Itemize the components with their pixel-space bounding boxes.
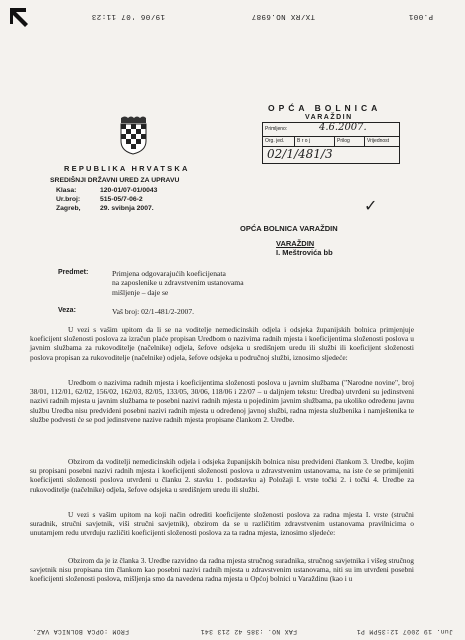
subject-line-1: Primjena odgovarajućih koeficijenata [112, 269, 226, 278]
urbroj-label: Ur.broj: [56, 196, 81, 204]
received-stamp [262, 122, 400, 164]
fax-footer-number: FAX NO. :385 42 213 341 [200, 628, 297, 635]
recipient-city: VARAŽDIN [276, 239, 315, 248]
subject-label: Predmet: [58, 269, 89, 276]
urbroj-value: 515-05/7-06-2 [100, 196, 143, 204]
stamp-received-date: 4.6.2007. [319, 122, 367, 133]
croatian-coat-of-arms-icon [116, 115, 150, 155]
stamp-list-label: B r o j [295, 137, 335, 146]
body-paragraph-4: U vezi s vašim upitom na koji način odrediti koeficijente složenosti poslova za radna mjesta I. vrste (stručni suradnik, stručni savjetnik, viši stručni savjetnik), obzirom da se u različitim zdravstvenim ustanovama pravilnicima o unutarnjem redu utvrđuju različiti koeficijenti složenosti poslova za ta radna mjesta, iznosimo sljedeće: [30, 510, 414, 538]
stamp-received-label: Primljeno: [265, 126, 288, 132]
body-paragraph-1: U vezi s vašim upitom da li se na voditelje nemedicinskih odjela i odsjeka županijskih bolnica primjenjuje koeficijent složenosti poslova za izračun plaće propisan Uredbom o nazivima radnih mjesta i koeficijentima složenosti poslova u javnim službama za rukovoditelje (načelnike) odjela, šefove odsjeka u središnjem uredu ili službi ili koeficijent složenosti poslova propisan za rukovoditelje (načelnike) odjela, šefove odsjeka u područnoj službi, iznosimo sljedeće: [30, 325, 414, 362]
reference-label: Veza: [58, 307, 76, 314]
fax-tx-rx: TX/RX NO.6987 [251, 12, 315, 20]
recipient-street: I. Meštrovića bb [276, 248, 333, 257]
checkmark-icon: ✓ [364, 196, 378, 215]
stamp-attachment-label: Prilog [335, 137, 365, 146]
stamp-number: 02/1/481/3 [267, 147, 333, 161]
fax-page-number: P.001 [408, 12, 433, 20]
hospital-title: OPĆA BOLNICA [268, 103, 382, 113]
fax-footer-from: FROM :OPCA BOLNICA VAZ. [32, 628, 129, 635]
subject-line-3: mišljenje – daje se [112, 287, 169, 297]
fax-corner-arrow-icon [8, 6, 30, 28]
body-paragraph-5: Obzirom da je iz članka 3. Uredbe razvidno da radna mjesta stručnog suradnika, stručnog savjetnika i višeg stručnog savjetnik nisu propisana tim člankom kao posebni nazivi radnih mjesta u zdravstvenim ustanovama, niti su im utvrđeni posebni koeficijenti složenosti poslova, mišljenja smo da navedena radna mjesta u Općoj bolnici u Varaždinu (kao i u [30, 556, 414, 584]
klasa-value: 120-01/07-01/0043 [100, 187, 158, 194]
sender-office: SREDIŠNJI DRŽAVNI URED ZA UPRAVU [50, 177, 180, 184]
recipient-name: OPĆA BOLNICA VARAŽDIN [240, 224, 338, 233]
place-label: Zagreb, [56, 205, 81, 213]
body-paragraph-3: Obzirom da voditelji nemedicinskih odjela i odsjeka županijskih bolnica nisu predviđeni člankom 3. Uredbe, kojim su propisani posebni nazivi radnih mjesta i koeficijenti složenosti poslova u zdravstvenim ustanovama, na iste će se primijeniti koeficijenti složenosti poslova utvrđeni u članku 2. stavku 1. podstavku a) Položaji I. vrste točki 2. i točki 4. Uredbe za rukovoditelje (načelnike) odjela, šefove odsjeka u središnjem uredu ili službi. [30, 457, 414, 494]
subject-text [112, 269, 244, 297]
klasa-label: Klasa: [56, 187, 77, 194]
fax-transmission-footer [0, 623, 465, 635]
fax-datetime: 19/06 '07 11:23 [91, 12, 165, 20]
subject-line-2: na zaposlenike u zdravstvenim ustanovama [112, 278, 244, 288]
hospital-city: VARAŽDIN [305, 114, 353, 121]
stamp-value-label: Vrijednost [367, 138, 390, 144]
fax-footer-sent: Jun. 19 2007 12:35PM P1 [356, 628, 453, 635]
sender-republic: REPUBLIKA HRVATSKA [64, 164, 190, 173]
letter-date: 29. svibnja 2007. [100, 205, 154, 213]
stamp-org-unit-label: Org. jed. [263, 137, 295, 146]
fax-transmission-header [0, 6, 465, 20]
reference-text: Vaš broj: 02/1-481/2-2007. [112, 307, 195, 316]
sender-reference-block [56, 186, 157, 214]
body-paragraph-2: Uredbom o nazivima radnih mjesta i koeficijentima složenosti poslova u javnim službama ("Narodne novine", broj 38/01, 112/01, 62/02, 156/02, 162/03, 82/05, 133/05, 30/06, 118/06 i 22/07 – u daljnjem tekstu: Uredba) utvrđeni su jedinstveni nazivi radnih mjesta u javnim službama te posebni nazivi radnih mjesta u pojedinim javnim službama, pa ukoliko određenu javnu službu Uredba nisu predviđeni posebni nazivi radnih mjesta u određenoj javnoj službi, radna mjesta službenika i namještenika te službe podvesti će se pod jedinstvene nazive radnih mjesta propisane člankom 2. Uredbe. [30, 378, 414, 424]
